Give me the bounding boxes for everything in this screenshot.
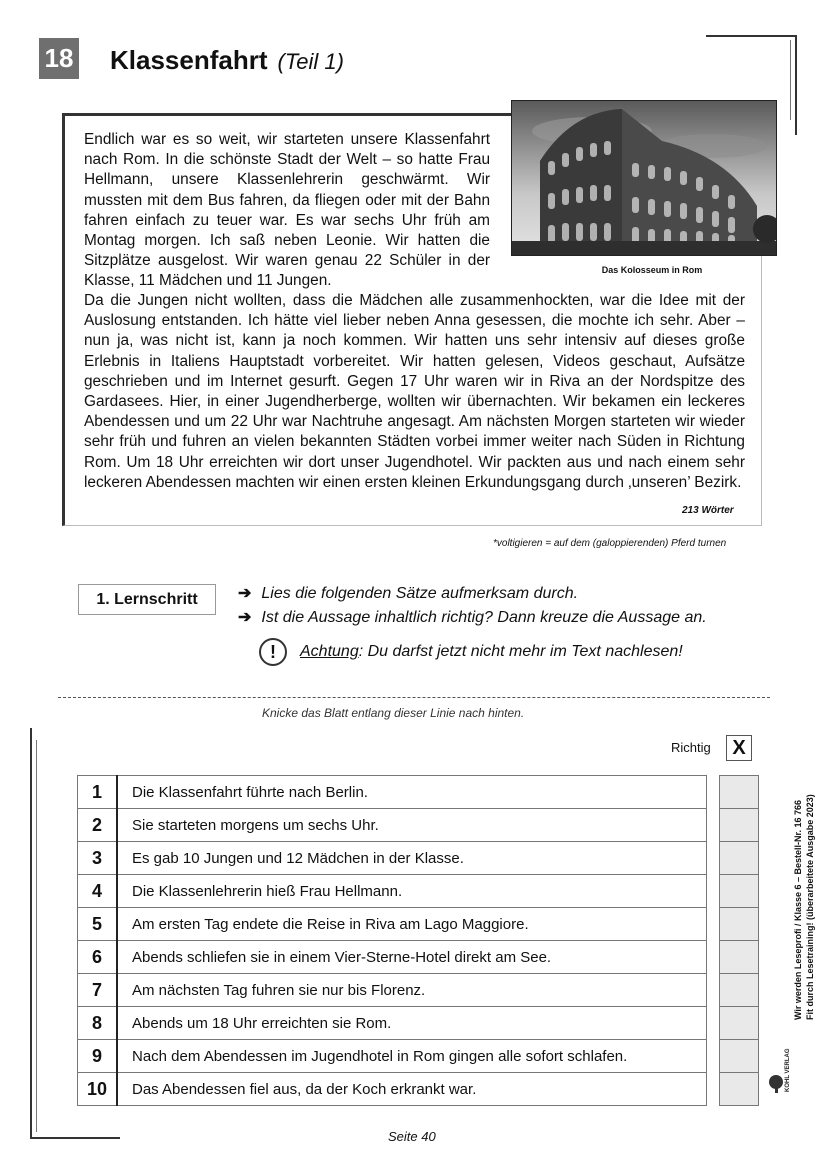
answer-checkboxes — [719, 775, 759, 1106]
answer-checkbox-7[interactable] — [720, 974, 759, 1007]
answer-checkbox-5[interactable] — [720, 908, 759, 941]
table-row — [78, 1007, 707, 1040]
title-subtitle: (Teil 1) — [277, 49, 344, 74]
table-row — [78, 908, 707, 941]
answer-checkbox-4[interactable] — [720, 875, 759, 908]
instruction-2-text: Ist die Aussage inhaltlich richtig? Dann kreuze die Aussage an. — [261, 609, 707, 626]
footnote: *voltigieren = auf dem (galoppierenden) Pferd turnen — [493, 538, 727, 549]
answer-checkbox-9[interactable] — [720, 1040, 759, 1073]
fold-note: Knicke das Blatt entlang dieser Linie nach hinten. — [262, 706, 525, 720]
answer-checkbox-3[interactable] — [720, 842, 759, 875]
row-number: 2 — [78, 809, 118, 842]
tree-logo-icon — [767, 1040, 793, 1094]
statement-text: Sie starteten morgens um sechs Uhr. — [117, 809, 707, 842]
richtig-label: Richtig — [671, 740, 711, 755]
word-count: 213 Wörter — [682, 505, 734, 516]
statement-text: Das Abendessen fiel aus, da der Koch erkrankt war. — [117, 1073, 707, 1106]
side-text-1: Wir werden Leseprofi / Klasse 6 – Bestell-Nr. 16 766 — [793, 799, 803, 1020]
step-label-box: 1. Lernschritt — [78, 584, 216, 615]
table-row — [78, 842, 707, 875]
statement-text: Abends um 18 Uhr erreichten sie Rom. — [117, 1007, 707, 1040]
frame-top-right-v2 — [790, 40, 791, 120]
page-number: Seite 40 — [388, 1129, 436, 1144]
instruction-2 — [238, 607, 707, 627]
colosseum-image — [512, 101, 777, 256]
title-main: Klassenfahrt — [110, 45, 268, 75]
statement-text: Es gab 10 Jungen und 12 Mädchen in der Klasse. — [117, 842, 707, 875]
row-number: 4 — [78, 875, 118, 908]
instruction-1 — [238, 583, 578, 603]
table-row — [78, 941, 707, 974]
warning-label: Achtung — [300, 643, 359, 660]
story-text-top: Endlich war es so weit, wir starteten unsere Klassenfahrt nach Rom. In die schönste Stadt der Welt – so hatte Frau Hellmann, unsere Klassenlehrerin geschwärmt. Wir mussten mit dem Bus fahren, da fliegen oder mit der Bahn fahren einfach zu teuer war. Es war sechs Uhr früh am Montag morgen. Ich saß neben Leonie. Wir hatten die Sitzplätze ausgelost. Wir waren genau 22 Schüler in der Klasse, 11 Mädchen und 11 Jungen. — [84, 131, 490, 290]
arrow-right-icon: ➔ — [238, 585, 252, 602]
arrow-right-icon: ➔ — [238, 609, 252, 626]
table-row — [78, 809, 707, 842]
frame-bottom-left-v2 — [36, 740, 37, 1132]
row-number: 7 — [78, 974, 118, 1007]
publisher-logo — [767, 1040, 793, 1094]
row-number: 10 — [78, 1073, 118, 1106]
frame-top-right-h — [706, 35, 796, 37]
table-row — [78, 1040, 707, 1073]
frame-bottom-left-h — [30, 1137, 120, 1139]
colosseum-photo — [511, 100, 777, 256]
row-number: 8 — [78, 1007, 118, 1040]
answer-checkbox-8[interactable] — [720, 1007, 759, 1040]
frame-bottom-left-v — [30, 728, 32, 1138]
publisher-name: KOHL VERLAG — [785, 1048, 791, 1092]
statements-table — [77, 775, 707, 1106]
instruction-1-text: Lies die folgenden Sätze aufmerksam durch. — [261, 585, 579, 602]
page-title — [110, 45, 344, 76]
frame-top-right-v — [795, 35, 797, 135]
exclamation-icon: ! — [259, 638, 287, 666]
row-number: 9 — [78, 1040, 118, 1073]
answer-checkbox-1[interactable] — [720, 776, 759, 809]
warning-text: : Du darfst jetzt nicht mehr im Text nachlesen! — [358, 643, 683, 660]
exercise-number: 18 — [39, 38, 79, 79]
row-number: 1 — [78, 776, 118, 809]
photo-caption: Das Kolosseum in Rom — [601, 265, 703, 275]
table-row — [78, 1073, 707, 1106]
row-number: 5 — [78, 908, 118, 941]
answer-checkbox-2[interactable] — [720, 809, 759, 842]
fold-line — [58, 697, 770, 698]
table-row — [78, 875, 707, 908]
table-row — [78, 974, 707, 1007]
answer-checkbox-6[interactable] — [720, 941, 759, 974]
warning — [300, 643, 683, 661]
row-number: 3 — [78, 842, 118, 875]
statement-text: Nach dem Abendessen im Jugendhotel in Rom gingen alle sofort schlafen. — [117, 1040, 707, 1073]
statement-text: Am nächsten Tag fuhren sie nur bis Florenz. — [117, 974, 707, 1007]
answer-checkbox-10[interactable] — [720, 1073, 759, 1106]
statement-text: Am ersten Tag endete die Reise in Riva am Lago Maggiore. — [117, 908, 707, 941]
table-row — [78, 776, 707, 809]
side-text-2: Fit durch Lesetraining! (überarbeitete Ausgabe 2023) — [805, 794, 815, 1020]
statement-text: Die Klassenfahrt führte nach Berlin. — [117, 776, 707, 809]
statement-text: Die Klassenlehrerin hieß Frau Hellmann. — [117, 875, 707, 908]
example-checkbox: X — [726, 735, 752, 761]
statement-text: Abends schliefen sie in einem Vier-Sterne-Hotel direkt am See. — [117, 941, 707, 974]
row-number: 6 — [78, 941, 118, 974]
story-text-bottom: Da die Jungen nicht wollten, dass die Mädchen alle zusammenhockten, war die Idee mit der Auslosung entstanden. Ich hätte viel lieber neben Anna gesessen, die mochte ich sehr. Aber – nun ja, was nicht ist, kann ja noch kommen. Wir hatten uns sehr intensiv auf dieses große Erlebnis in Italiens Hauptstadt vorbereitet. Wir hatten gelesen, Videos geschaut, Aufsätze geschrieben und im Internet gesurft. Gegen 17 Uhr waren wir in Riva an der Nordspitze des Gardasees. Hier, in einer Jugendherberge, wollten wir übernachten. Wir bekamen ein leckeres Abendessen und um 22 Uhr war Nachtruhe angesagt. Am nächsten Morgen starteten wir wieder sehr früh und fuhren an vielen bekannten Städten vorbei immer weiter nach Süden in Richtung Rom. Um 18 Uhr erreichten wir dort unser Jugendhotel. Wir packten aus und nach einem sehr leckeren Abendessen machten wir einen ersten kleinen Erkundungsgang durch ‚unseren’ Bezirk. — [84, 292, 745, 491]
